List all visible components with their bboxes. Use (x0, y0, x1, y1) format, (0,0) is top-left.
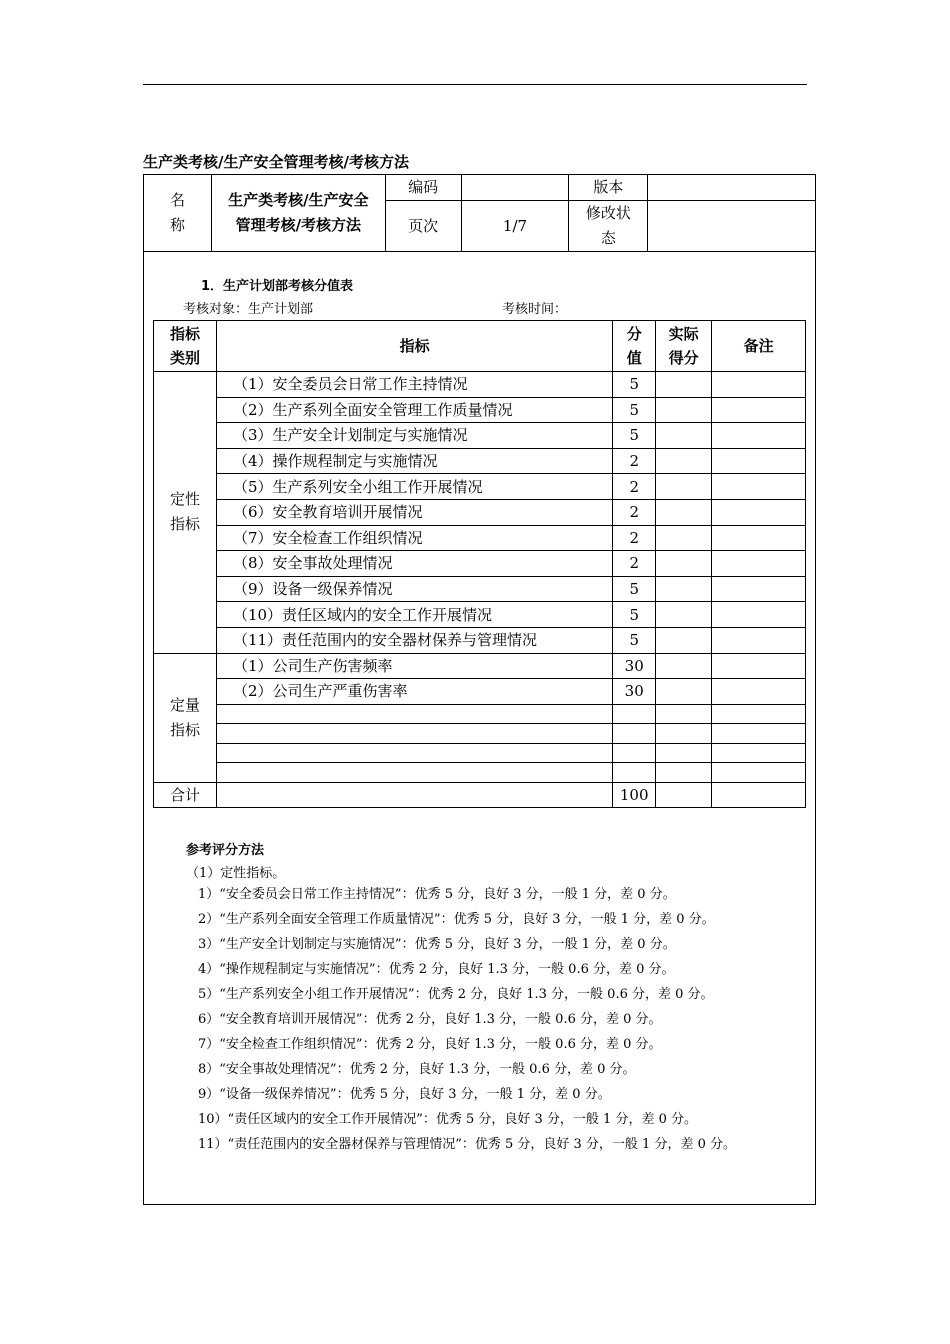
section-title: 1．生产计划部考核分值表 (201, 279, 354, 294)
empty-row (154, 704, 806, 724)
remarks-cell (712, 423, 806, 449)
indicator-score: 30 (613, 653, 656, 679)
qualitative-group-label: 定性指标 (154, 372, 217, 654)
table-row (154, 474, 806, 500)
indicator-name: （4）操作规程制定与实施情况 (216, 448, 612, 474)
list-item: 3）“生产安全计划制定与实施情况”：优秀 5 分，良好 3 分，一般 1 分，差 0 分。 (198, 937, 676, 952)
list-item: 2）“生产系列全面安全管理工作质量情况”：优秀 5 分，良好 3 分，一般 1 分，差 0 分。 (198, 912, 715, 927)
header-indicator: 指标 (216, 321, 612, 372)
total-row (154, 782, 806, 808)
indicator-name: （6）安全教育培训开展情况 (216, 499, 612, 525)
version-label: 版本 (569, 175, 648, 201)
total-label: 合计 (154, 782, 217, 808)
header-table (143, 174, 816, 252)
list-item: 9）“设备一级保养情况”：优秀 5 分，良好 3 分，一般 1 分，差 0 分。 (198, 1087, 611, 1102)
indicator-name: （1）公司生产伤害频率 (216, 653, 612, 679)
table-row (154, 525, 806, 551)
indicator-name: （2）公司生产严重伤害率 (216, 679, 612, 705)
indicator-name: （11）责任范围内的安全器材保养与管理情况 (216, 627, 612, 653)
remarks-cell (712, 627, 806, 653)
indicator-score: 2 (613, 525, 656, 551)
version-value (648, 175, 816, 201)
method-title: 参考评分方法 (186, 843, 265, 858)
remarks-cell (712, 474, 806, 500)
actual-score-cell (656, 627, 712, 653)
remarks-cell (712, 525, 806, 551)
indicator-name: （2）生产系列全面安全管理工作质量情况 (216, 397, 612, 423)
indicator-score: 2 (613, 448, 656, 474)
indicator-score: 5 (613, 602, 656, 628)
remarks-cell (712, 576, 806, 602)
table-row (154, 551, 806, 577)
indicator-name: （10）责任区域内的安全工作开展情况 (216, 602, 612, 628)
actual-score-cell (656, 602, 712, 628)
table-row (154, 448, 806, 474)
revision-value (648, 201, 816, 252)
total-actual-cell (656, 782, 712, 808)
list-item: 6）“安全教育培训开展情况”：优秀 2 分，良好 1.3 分，一般 0.6 分，差 0 分。 (198, 1012, 662, 1027)
table-row (154, 397, 806, 423)
total-indicator-cell (216, 782, 612, 808)
revision-label: 修改状态 (569, 201, 648, 252)
actual-score-cell (656, 397, 712, 423)
indicator-score: 2 (613, 551, 656, 577)
indicator-score: 5 (613, 397, 656, 423)
actual-score-cell (656, 448, 712, 474)
header-score: 分值 (613, 321, 656, 372)
indicator-name: （7）安全检查工作组织情况 (216, 525, 612, 551)
indicator-score: 2 (613, 474, 656, 500)
list-item: 7）“安全检查工作组织情况”：优秀 2 分，良好 1.3 分，一般 0.6 分，差 0 分。 (198, 1037, 662, 1052)
quantitative-group-label: 定量指标 (154, 653, 217, 782)
list-item: 10）“责任区域内的安全工作开展情况”：优秀 5 分，良好 3 分，一般 1 分，差 0 分。 (198, 1112, 697, 1127)
remarks-cell (712, 679, 806, 705)
method-subtitle: （1）定性指标。 (186, 866, 286, 881)
table-row (154, 627, 806, 653)
actual-score-cell (656, 679, 712, 705)
code-value (461, 175, 569, 201)
indicator-score: 5 (613, 576, 656, 602)
page-label: 页次 (385, 201, 461, 252)
indicator-score: 5 (613, 627, 656, 653)
actual-score-cell (656, 576, 712, 602)
list-item: 1）“安全委员会日常工作主持情况”：优秀 5 分，良好 3 分，一般 1 分，差 0 分。 (198, 887, 676, 902)
remarks-cell (712, 372, 806, 398)
remarks-cell (712, 653, 806, 679)
table-row (154, 423, 806, 449)
table-row (154, 372, 806, 398)
table-row (154, 602, 806, 628)
actual-score-cell (656, 423, 712, 449)
actual-score-cell (656, 653, 712, 679)
actual-score-cell (656, 474, 712, 500)
table-row (154, 679, 806, 705)
remarks-cell (712, 448, 806, 474)
indicator-name: （8）安全事故处理情况 (216, 551, 612, 577)
indicator-score: 5 (613, 372, 656, 398)
indicator-score: 30 (613, 679, 656, 705)
indicator-score: 5 (613, 423, 656, 449)
assessment-time: 考核时间： (502, 302, 568, 317)
indicator-score: 2 (613, 499, 656, 525)
actual-score-cell (656, 551, 712, 577)
top-rule (143, 84, 807, 85)
header-remarks: 备注 (712, 321, 806, 372)
name-value: 生产类考核/生产安全管理考核/考核方法 (211, 175, 385, 252)
empty-row (154, 724, 806, 744)
indicator-name: （1）安全委员会日常工作主持情况 (216, 372, 612, 398)
indicator-name: （5）生产系列安全小组工作开展情况 (216, 474, 612, 500)
remarks-cell (712, 551, 806, 577)
header-actual-score: 实际得分 (656, 321, 712, 372)
list-item: 4）“操作规程制定与实施情况”：优秀 2 分，良好 1.3 分，一般 0.6 分，差 0 分。 (198, 962, 675, 977)
remarks-cell (712, 602, 806, 628)
total-score: 100 (613, 782, 656, 808)
method-list (198, 885, 736, 1160)
actual-score-cell (656, 372, 712, 398)
indicator-name: （3）生产安全计划制定与实施情况 (216, 423, 612, 449)
list-item: 11）“责任范围内的安全器材保养与管理情况”：优秀 5 分，良好 3 分，一般 1 分，差 0 分。 (198, 1137, 736, 1152)
indicator-name: （9）设备一级保养情况 (216, 576, 612, 602)
list-item: 8）“安全事故处理情况”：优秀 2 分，良好 1.3 分，一般 0.6 分，差 0 分。 (198, 1062, 636, 1077)
table-row (154, 499, 806, 525)
assessment-target: 考核对象：生产计划部 (183, 302, 314, 317)
score-table (153, 320, 806, 808)
remarks-cell (712, 499, 806, 525)
remarks-cell (712, 397, 806, 423)
table-row (154, 576, 806, 602)
code-label: 编码 (385, 175, 461, 201)
empty-row (154, 763, 806, 783)
header-category: 指标类别 (154, 321, 217, 372)
document-title: 生产类考核/生产安全管理考核/考核方法 (143, 153, 409, 171)
name-label: 名称 (144, 175, 212, 252)
table-row (154, 653, 806, 679)
page-value: 1/7 (461, 201, 569, 252)
actual-score-cell (656, 499, 712, 525)
total-remarks-cell (712, 782, 806, 808)
actual-score-cell (656, 525, 712, 551)
empty-row (154, 743, 806, 763)
list-item: 5）“生产系列安全小组工作开展情况”：优秀 2 分，良好 1.3 分，一般 0.6 分，差 0 分。 (198, 987, 714, 1002)
